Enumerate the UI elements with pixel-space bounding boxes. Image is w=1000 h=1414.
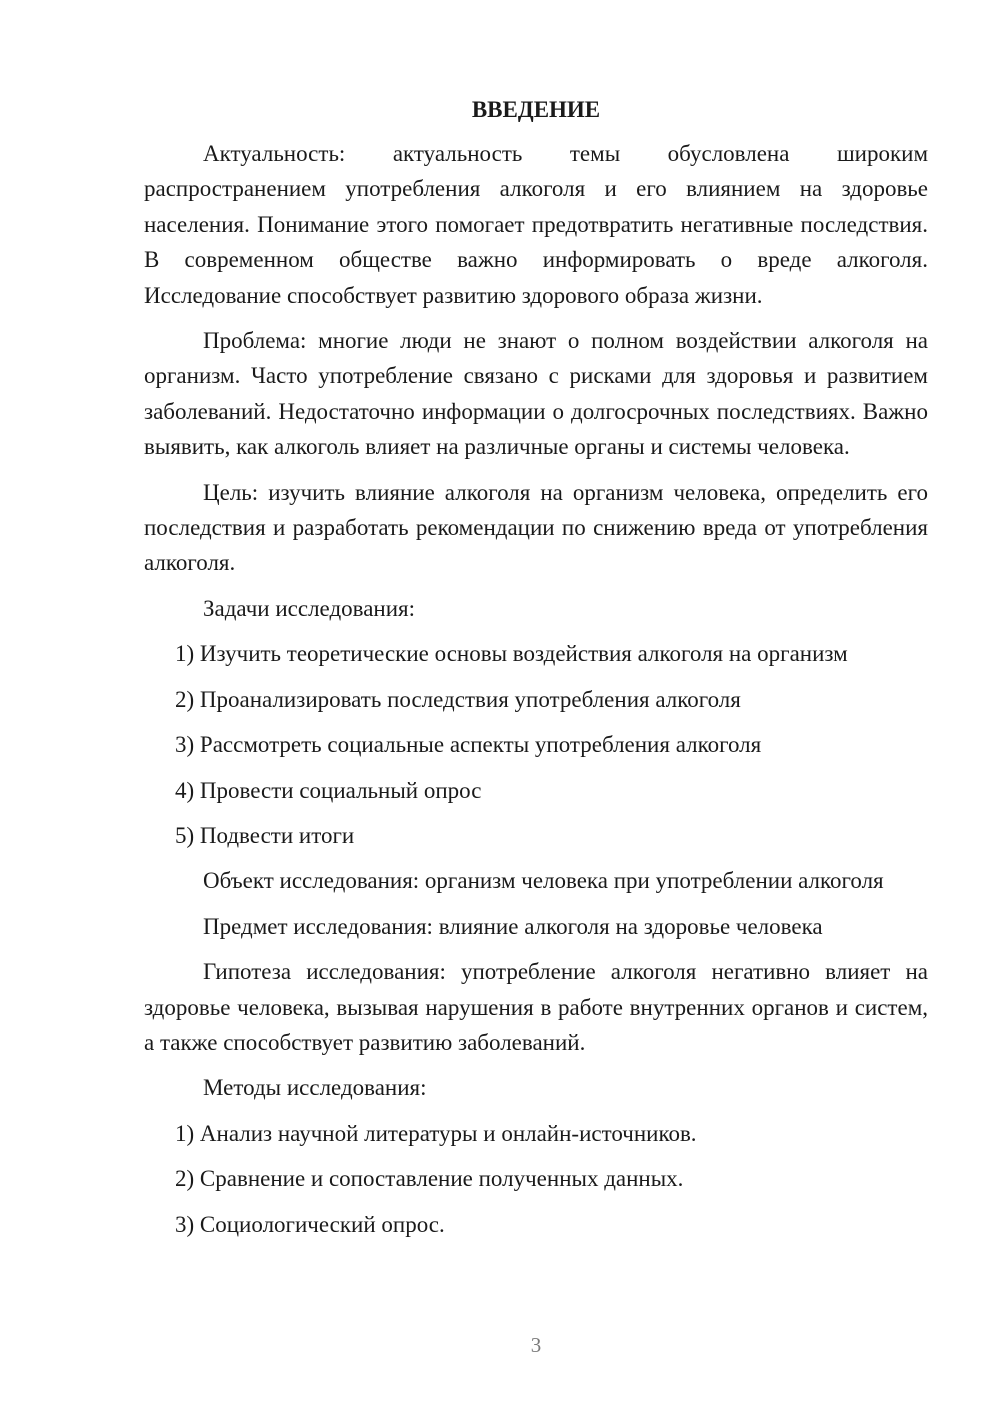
task-item: 2) Проанализировать последствия употребления алкоголя (175, 686, 741, 712)
task-item: 3) Рассмотреть социальные аспекты употребления алкоголя (175, 732, 762, 758)
subject-paragraph: Предмет исследования: влияние алкоголя на здоровье человека (203, 913, 823, 939)
tasks-list (144, 636, 928, 853)
method-item: 1) Анализ научной литературы и онлайн-источников. (175, 1120, 697, 1146)
methods-list (144, 1116, 928, 1242)
section-title: ВВЕДЕНИЕ (471, 97, 601, 122)
problem-paragraph: Проблема: многие люди не знают о полном воздействии алкоголя на организм. Часто употребление связано с рисками для здоровья и развитием заболеваний. Недостаточно информации о долгосрочных последствиях. Важно выявить, как алкоголь влияет на различные органы и системы человека. (144, 328, 928, 460)
task-item: 4) Провести социальный опрос (175, 777, 482, 803)
object-paragraph: Объект исследования: организм человека при употреблении алкоголя (203, 868, 884, 894)
hypothesis-paragraph: Гипотеза исследования: употребление алкоголя негативно влияет на здоровье человека, вызывая нарушения в работе внутренних органов и систем, а также способствует развитию заболеваний. (144, 959, 928, 1055)
page-number: 3 (530, 1333, 542, 1357)
task-item: 1) Изучить теоретические основы воздействия алкоголя на организм (175, 641, 848, 667)
goal-paragraph: Цель: изучить влияние алкоголя на организм человека, определить его последствия и разработать рекомендации по снижению вреда от употребления алкоголя. (144, 479, 928, 576)
methods-heading: Методы исследования: (203, 1075, 427, 1101)
tasks-heading: Задачи исследования: (203, 595, 416, 621)
relevance-paragraph: Актуальность: актуальность темы обусловлена широким распространением употребления алкоголя и его влиянием на здоровье населения. Понимание этого помогает предотвратить негативные последствия. В современном обществе важно информировать о вреде алкоголя. Исследование способствует развитию здорового образа жизни. (144, 141, 928, 308)
method-item: 2) Сравнение и сопоставление полученных данных. (175, 1166, 684, 1192)
task-item: 5) Подвести итоги (175, 822, 355, 848)
page-content (144, 94, 928, 1252)
method-item: 3) Социологический опрос. (175, 1211, 445, 1237)
